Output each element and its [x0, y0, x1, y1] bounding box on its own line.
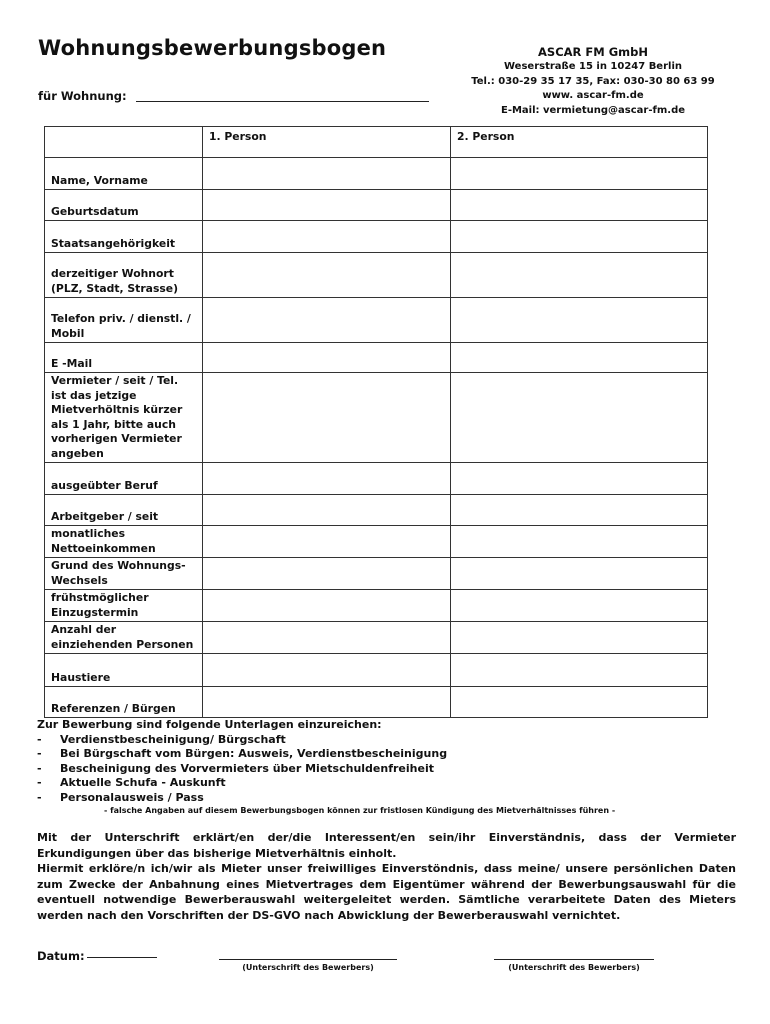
person1-cell[interactable] [203, 373, 451, 463]
table-row [45, 622, 708, 654]
row-label: Grund des Wohnungs-Wechsels [45, 558, 203, 590]
signature-caption-1: (Unterschrift des Bewerbers) [242, 963, 374, 972]
signature-line-2[interactable] [494, 959, 654, 972]
company-name: ASCAR FM GmbH [538, 45, 648, 59]
table-row [45, 158, 708, 190]
person1-cell[interactable] [203, 495, 451, 526]
person2-cell[interactable] [451, 463, 708, 495]
table-row [45, 343, 708, 373]
company-website[interactable]: www. ascar-fm.de [542, 90, 644, 101]
table-row [45, 495, 708, 526]
table-row [45, 654, 708, 687]
application-form-table [44, 126, 708, 718]
bullet-dash: - [37, 732, 42, 746]
col-header-person2: 2. Person [451, 127, 708, 158]
bullet-dash: - [37, 790, 42, 804]
company-street: Weserstraße 15 in 10247 Berlin [504, 61, 682, 72]
row-label: Geburtsdatum [45, 190, 203, 221]
row-label: Vermieter / seit / Tel. ist das jetzige Mietverhöltnis kürzer als 1 Jahr, bitte auch vorherigen Vermieter angeben [45, 373, 203, 463]
documents-intro: Zur Bewerbung sind folgende Unterlagen einzureichen: [37, 718, 382, 731]
bullet-dash: - [37, 747, 42, 760]
row-label: ausgeübter Beruf [45, 463, 203, 495]
person2-cell[interactable] [451, 590, 708, 622]
company-email[interactable]: E-Mail: vermietung@ascar-fm.de [500, 104, 686, 116]
table-row [45, 253, 708, 298]
row-label: Referenzen / Bürgen [45, 687, 203, 718]
person2-cell[interactable] [451, 190, 708, 221]
person1-cell[interactable] [203, 622, 451, 654]
list-item [37, 791, 737, 806]
list-item-text: Aktuelle Schufa - Auskunft [60, 776, 226, 789]
row-label: Arbeitgeber / seit [45, 495, 203, 526]
person1-cell[interactable] [203, 654, 451, 687]
bullet-dash: - [37, 761, 42, 775]
company-address-block [447, 44, 739, 118]
company-phone-fax: Tel.: 030-29 35 17 35, Fax: 030-30 80 63 99 [471, 75, 715, 87]
table-row [45, 373, 708, 463]
date-label: Datum: [37, 949, 85, 963]
page-title: Wohnungsbewerbungsbogen [38, 36, 387, 60]
consent-paragraph-2: Hiermit erklöre/n ich/wir als Mieter unser freiwilliges Einverstöndnis, dass meine/ unsere persönlichen Daten zum Zwecke der Anbahnung eines Mietvertrages dem Eigentümer während der Bewerbungsauswahl für die eventuell notwendige Bewerberauswahl weitergeleitet werden. Sämtliche verarbeitete Daten des Mieters werden nach den Vorschriften der DS-GVO nach Abwicklung der Bewerberauswahl vernichtet. [37, 862, 736, 922]
false-info-warning: - falsche Angaben auf diesem Bewerbungsbogen können zur fristlosen Kündigung des Mietverhältnisses führen - [104, 806, 616, 815]
row-label: frühstmöglicher Einzugstermin [45, 590, 203, 622]
consent-paragraph-1: Mit der Unterschrift erklärt/en der/die Interessent/en sein/ihr Einverständnis, dass der Vermieter Erkundigungen über das bisherige Mietverhältnis einholt. [37, 831, 736, 860]
person1-cell[interactable] [203, 253, 451, 298]
signature-line-1[interactable] [219, 959, 397, 972]
date-input-line[interactable] [87, 957, 157, 958]
signature-caption-2: (Unterschrift des Bewerbers) [508, 963, 640, 972]
table-row [45, 526, 708, 558]
table-row [45, 558, 708, 590]
person2-cell[interactable] [451, 373, 708, 463]
list-item-text: Bescheinigung des Vorvermieters über Mietschuldenfreiheit [60, 761, 434, 775]
date-field [37, 949, 157, 963]
header-empty-cell [45, 127, 203, 158]
row-label: Anzahl der einziehenden Personen [45, 622, 203, 654]
list-item-text: Verdienstbescheinigung/ Bürgschaft [60, 732, 286, 746]
person2-cell[interactable] [451, 158, 708, 190]
table-row [45, 687, 708, 718]
person2-cell[interactable] [451, 654, 708, 687]
table-header-row [45, 127, 708, 158]
person1-cell[interactable] [203, 687, 451, 718]
list-item [37, 733, 737, 748]
person2-cell[interactable] [451, 622, 708, 654]
person1-cell[interactable] [203, 526, 451, 558]
table-row [45, 590, 708, 622]
person2-cell[interactable] [451, 298, 708, 343]
bullet-dash: - [37, 776, 42, 789]
person1-cell[interactable] [203, 158, 451, 190]
list-item [37, 762, 737, 777]
table-row [45, 221, 708, 253]
consent-text [37, 830, 736, 923]
apartment-label: für Wohnung: [38, 89, 127, 103]
row-label: monatliches Nettoeinkommen [45, 526, 203, 558]
person1-cell[interactable] [203, 590, 451, 622]
person1-cell[interactable] [203, 463, 451, 495]
person1-cell[interactable] [203, 343, 451, 373]
list-item [37, 747, 737, 762]
apartment-input-line[interactable] [136, 101, 429, 102]
person1-cell[interactable] [203, 558, 451, 590]
list-item-text: Bei Bürgschaft vom Bürgen: Ausweis, Verdienstbescheinigung [60, 747, 448, 760]
person2-cell[interactable] [451, 343, 708, 373]
required-documents [37, 718, 737, 805]
person1-cell[interactable] [203, 221, 451, 253]
documents-list [37, 733, 737, 806]
person1-cell[interactable] [203, 190, 451, 221]
person2-cell[interactable] [451, 526, 708, 558]
row-label: E -Mail [45, 343, 203, 373]
person1-cell[interactable] [203, 298, 451, 343]
person2-cell[interactable] [451, 495, 708, 526]
list-item [37, 776, 737, 791]
row-label: Staatsangehörigkeit [45, 221, 203, 253]
row-label: derzeitiger Wohnort (PLZ, Stadt, Strasse) [45, 253, 203, 298]
row-label: Telefon priv. / dienstl. / Mobil [45, 298, 203, 343]
col-header-person1: 1. Person [203, 127, 451, 158]
list-item-text: Personalausweis / Pass [60, 790, 204, 804]
person2-cell[interactable] [451, 558, 708, 590]
person2-cell[interactable] [451, 687, 708, 718]
person2-cell[interactable] [451, 253, 708, 298]
person2-cell[interactable] [451, 221, 708, 253]
table-row [45, 298, 708, 343]
table-row [45, 463, 708, 495]
row-label: Name, Vorname [45, 158, 203, 190]
row-label: Haustiere [45, 654, 203, 687]
table-row [45, 190, 708, 221]
